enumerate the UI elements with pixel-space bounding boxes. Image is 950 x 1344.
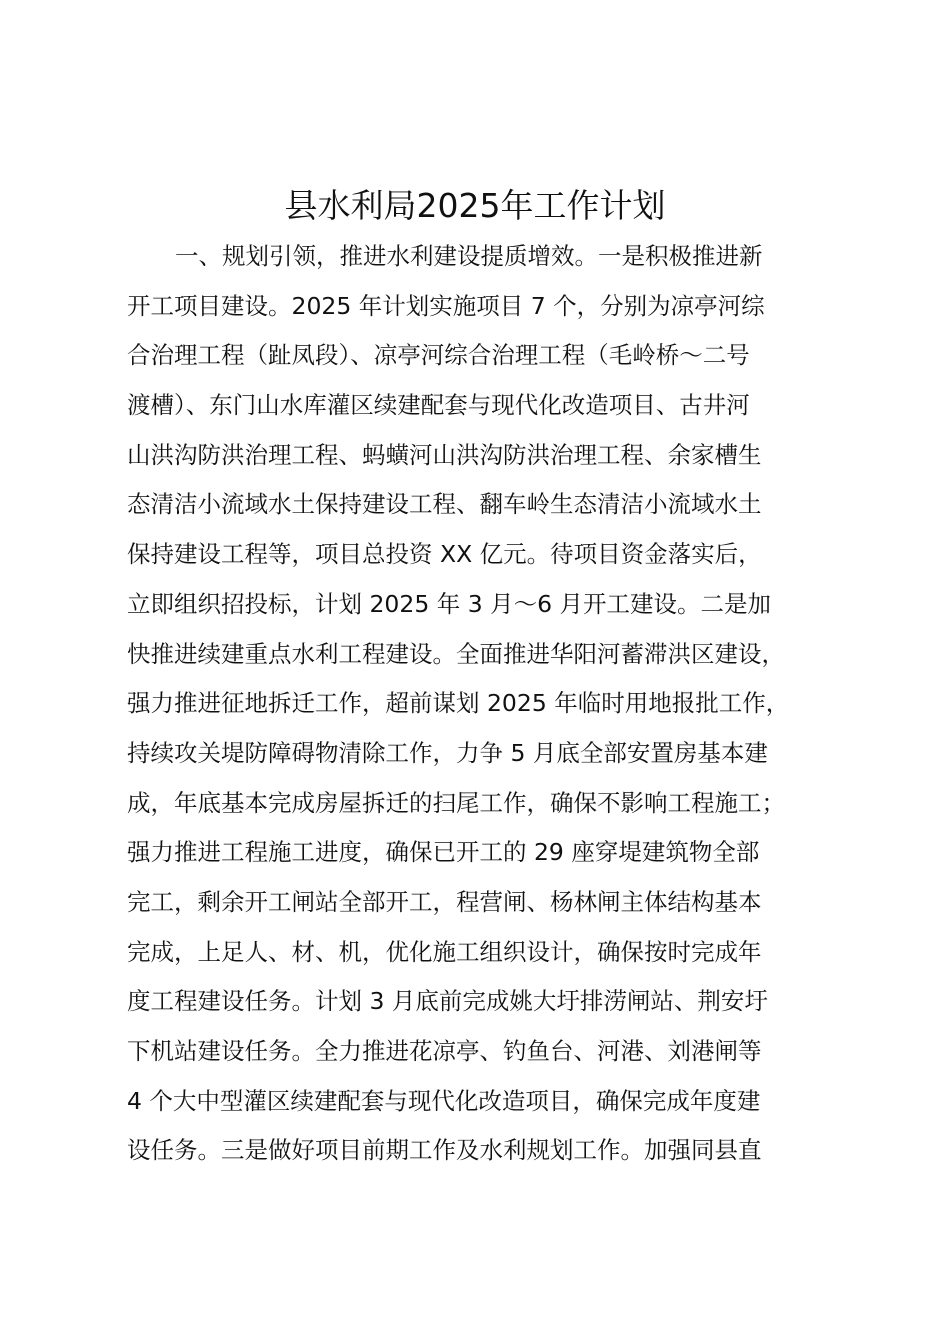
text-line: 持续攻关堤防障碍物清除工作，力争 5 月底全部安置房基本建 <box>127 738 768 767</box>
text-line: 强力推进工程施工进度，确保已开工的 29 座穿堤建筑物全部 <box>127 838 760 867</box>
text-line: 完工，剩余开工闸站全部开工，程营闸、杨林闸主体结构基本 <box>127 887 762 916</box>
text-line: 设任务。三是做好项目前期工作及水利规划工作。加强同县直 <box>127 1136 762 1165</box>
text-line: 立即组织招投标，计划 2025 年 3 月～6 月开工建设。二是加 <box>127 589 772 618</box>
text-line: 完成，上足人、材、机，优化施工组织设计，确保按时完成年 <box>127 937 762 966</box>
text-line: 下机站建设任务。全力推进花凉亭、钓鱼台、河港、刘港闸等 <box>127 1037 762 1065</box>
text-line: 渡槽）、东门山水库灌区续建配套与现代化改造项目、古井河 <box>127 391 750 420</box>
text-line: 度工程建设任务。计划 3 月底前完成姚大圩排涝闸站、荆安圩 <box>127 987 768 1016</box>
text-line: 一、规划引领，推进水利建设提质增效。一是积极推进新 <box>175 242 763 270</box>
text-line: 保持建设工程等，项目总投资 XX 亿元。待项目资金落实后， <box>127 540 762 569</box>
text-line: 快推进续建重点水利工程建设。全面推进华阳河蓄滞洪区建设， <box>127 639 785 668</box>
text-line: 态清洁小流域水土保持建设工程、翻车岭生态清洁小流域水土 <box>127 490 762 519</box>
text-line: 山洪沟防洪治理工程、蚂蟥河山洪沟防洪治理工程、余家槽生 <box>127 440 762 469</box>
text-line: 成，年底基本完成房屋拆迁的扫尾工作，确保不影响工程施工； <box>127 788 785 817</box>
text-line: 开工项目建设。2025 年计划实施项目 7 个，分别为凉亭河综 <box>127 291 765 320</box>
text-line: 4 个大中型灌区续建配套与现代化改造项目，确保完成年度建 <box>127 1086 761 1115</box>
text-line: 强力推进征地拆迁工作，超前谋划 2025 年临时用地报批工作， <box>127 689 790 718</box>
text-line: 合治理工程（趾凤段）、凉亭河综合治理工程（毛岭桥～二号 <box>127 341 750 370</box>
document-title: 县水利局2025年工作计划 <box>284 186 666 225</box>
document-body <box>127 232 857 1176</box>
